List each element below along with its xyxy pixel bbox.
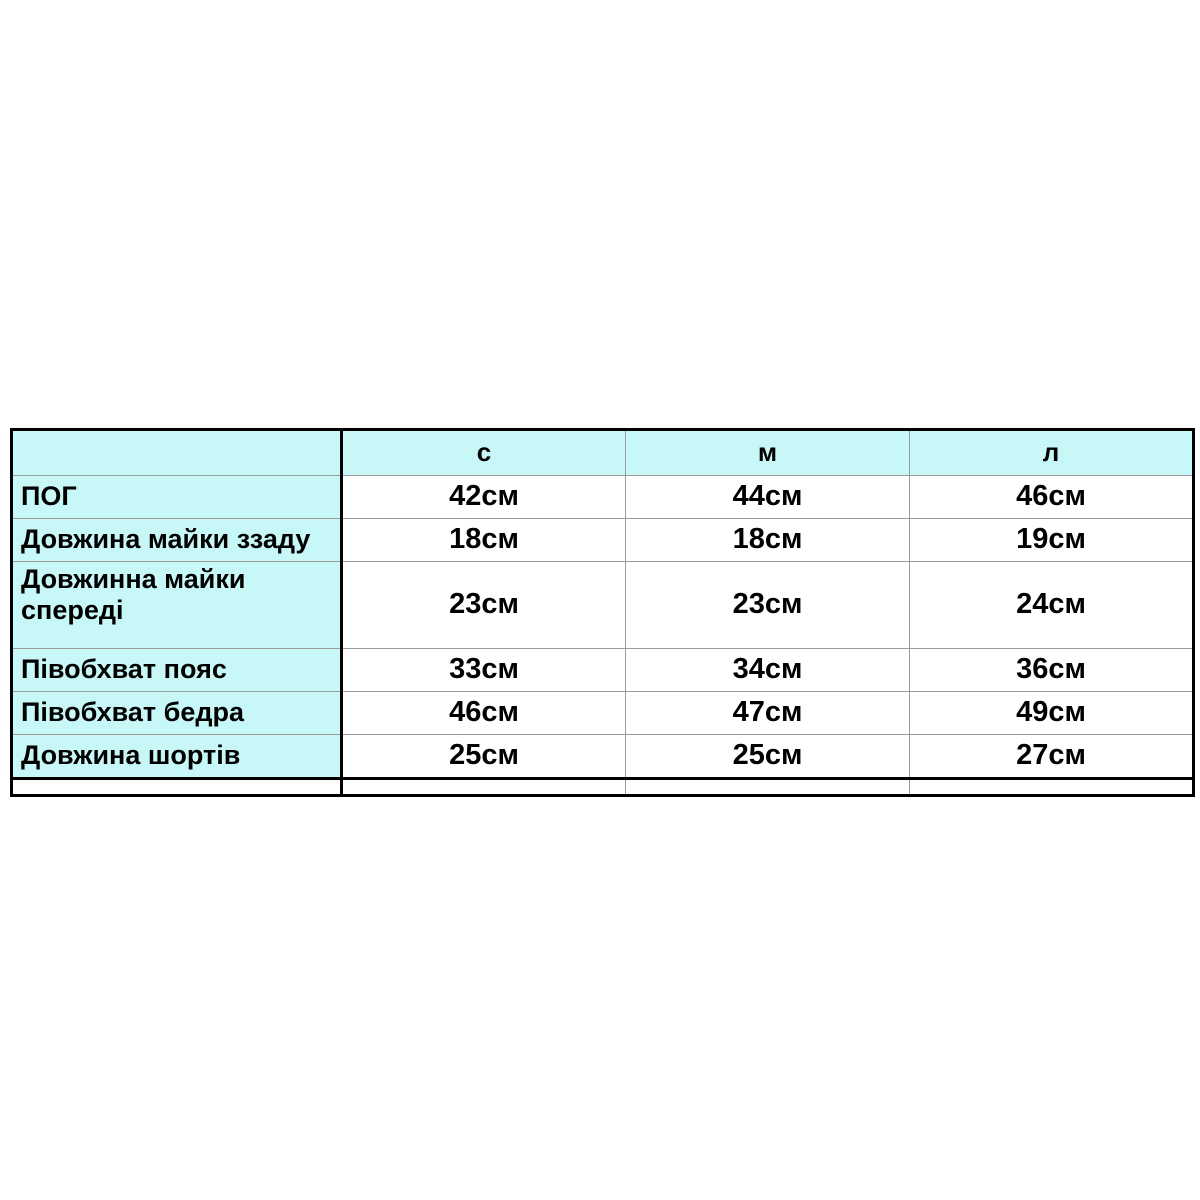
row-label: Півобхват бедра: [12, 692, 342, 735]
size-chart-container: [10, 428, 1192, 797]
cell-value: 18см: [626, 519, 910, 562]
cell-value: 36см: [910, 649, 1194, 692]
cell-value: 18см: [342, 519, 626, 562]
cell-value: 42см: [342, 476, 626, 519]
cell-value: 46см: [342, 692, 626, 735]
cell-value: 23см: [342, 562, 626, 649]
row-label: Довжинна майки спереді: [12, 562, 342, 649]
table-row: [12, 519, 1194, 562]
table-header: [12, 430, 1194, 476]
cell-value: 44см: [626, 476, 910, 519]
cell-value: 47см: [626, 692, 910, 735]
spacer-cell: [910, 779, 1194, 796]
cell-value: 25см: [342, 735, 626, 779]
cell-value: 27см: [910, 735, 1194, 779]
spacer-cell: [12, 779, 342, 796]
cell-value: 46см: [910, 476, 1194, 519]
cell-value: 23см: [626, 562, 910, 649]
spacer-cell: [626, 779, 910, 796]
row-label: Довжина майки ззаду: [12, 519, 342, 562]
cell-value: 49см: [910, 692, 1194, 735]
table-row: [12, 562, 1194, 649]
table-row: [12, 476, 1194, 519]
cell-value: 34см: [626, 649, 910, 692]
table-row: [12, 692, 1194, 735]
table-row: [12, 649, 1194, 692]
cell-value: 19см: [910, 519, 1194, 562]
header-size-l: л: [910, 430, 1194, 476]
header-corner-cell: [12, 430, 342, 476]
size-chart-table: [10, 428, 1195, 797]
header-row: [12, 430, 1194, 476]
cell-value: 33см: [342, 649, 626, 692]
row-label: ПОГ: [12, 476, 342, 519]
header-size-s: с: [342, 430, 626, 476]
cell-value: 25см: [626, 735, 910, 779]
row-label: Довжина шортів: [12, 735, 342, 779]
table-body: [12, 476, 1194, 796]
table-bottom-spacer-row: [12, 779, 1194, 796]
row-label: Півобхват пояс: [12, 649, 342, 692]
cell-value: 24см: [910, 562, 1194, 649]
table-row: [12, 735, 1194, 779]
spacer-cell: [342, 779, 626, 796]
header-size-m: м: [626, 430, 910, 476]
